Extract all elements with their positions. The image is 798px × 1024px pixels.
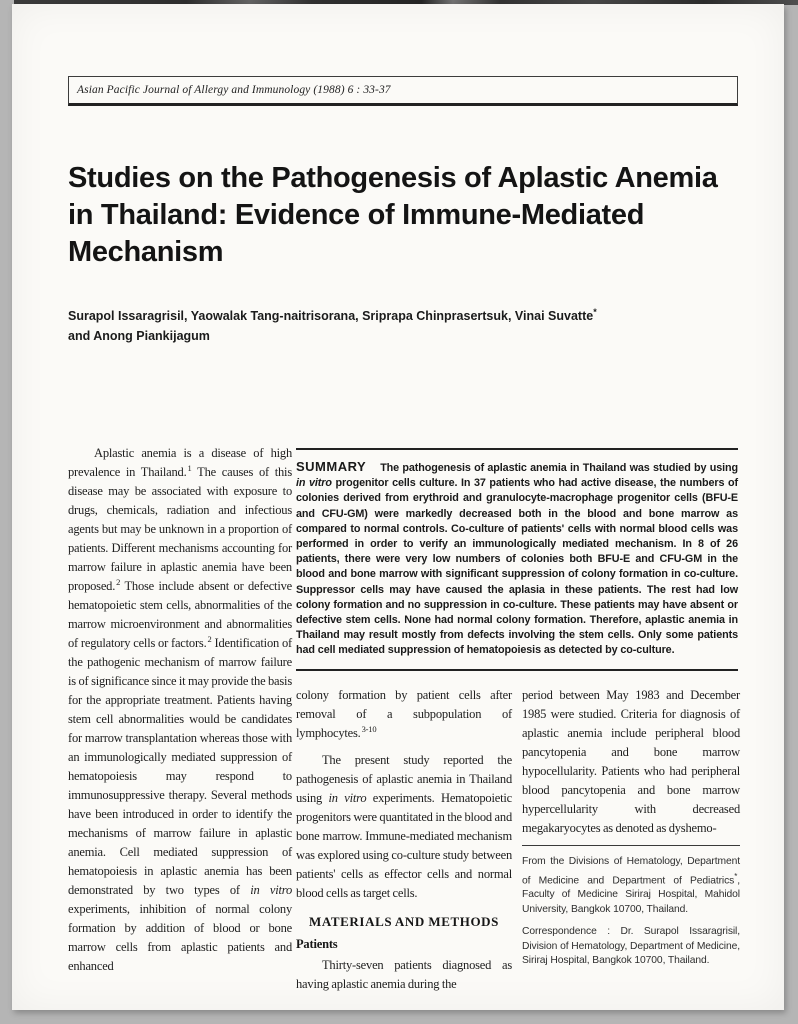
intro-italic-in-vitro: in vitro: [250, 883, 292, 897]
intro-text-1: Aplastic anemia is a disease of high prevalence in Thailand.: [68, 446, 292, 479]
journal-citation: Asian Pacific Journal of Allergy and Immunology (1988) 6 : 33-37: [77, 84, 391, 96]
article-title: Studies on the Pathogenesis of Aplastic Anemia in Thailand: Evidence of Immune-Mediated Mechanism: [68, 162, 718, 268]
footnote-divider: [522, 845, 740, 846]
middle-column: [296, 686, 512, 994]
citation-ref-3-10: 3-10: [361, 723, 377, 734]
authors-block: [68, 302, 732, 346]
section-heading-materials-and-methods: MATERIALS AND METHODS: [309, 914, 499, 929]
intro-text-3: Those include absent or defective hematopoietic stem cells, abnormalities of the marrow microenvironment and abnormalities of regulatory cells or factors.: [68, 579, 292, 650]
citation-ref-1: 1: [187, 462, 192, 473]
middle-paragraph-2: [296, 751, 512, 903]
intro-paragraph: [68, 444, 292, 976]
intro-text-4: Identification of the pathogenic mechanism of marrow failure is of significance since it may provide the basis for the appropriate treatment. Patients having stem cell abnormalities would be candidates for marrow transplantation whereas those with an immunologically mediated suppression of hematopoiesis may respond to immunosuppressive therapy. Several methods have been introduced in order to identify the mechanisms of marrow failure in aplastic anemia. Cell mediated suppression of hematopoiesis in aplastic anemia has been demonstrated by two types of: [68, 636, 292, 897]
subsection-heading-patients: Patients: [296, 937, 338, 951]
paper-page: [12, 4, 784, 1010]
author-affiliation-asterisk: *: [593, 307, 597, 317]
middle-text-2b: experiments. Hematopoietic progenitors were quantitated in the blood and bone marrow. Immune-mediated mechanism was explored using co-culture study between patients' cells as effector cells and normal blood cells as target cells.: [296, 791, 512, 900]
summary-text-2: progenitor cells culture. In 37 patients who had active disease, the numbers of colonies derived from erythroid and granulocyte-macrophage progenitor cells (BFU-E and CFU-GM) were markedly decreased both in the blood and bone marrow as compared to normal controls. Co-culture of patients' cells with normal blood cells was performed in order to verify an immunologically mediated mechanism. In 8 of 26 patients, there were very low numbers of colonies both BFU-E and CFU-GM in the blood and bone marrow with significant suppression of colony formation in co-culture. Suppressor cells may have caused the aplasia in these patients. The rest had low colony formation and no suppression in co-culture. These patients may have absent or defective stem cells. None had normal colony formation. Therefore, aplastic anemia in Thailand may result mostly from defects involving the stem cells. Only some patients had cell mediated suppression of hematopoiesis as detected by co-culture.: [296, 477, 739, 657]
middle-paragraph-continuation: [296, 686, 512, 743]
right-column: [522, 686, 740, 969]
intro-column: [68, 444, 292, 976]
middle-italic-in-vitro: in vitro: [328, 791, 367, 805]
middle-paragraph-3: Thirty-seven patients diagnosed as having aplastic anemia during the: [296, 958, 512, 991]
summary-label: SUMMARY: [296, 459, 367, 474]
journal-header-box: [68, 76, 738, 106]
footnote-asterisk: *: [734, 871, 738, 881]
middle-text-2a: The present study reported the pathogenesis of aplastic anemia in Thailand using: [296, 753, 512, 805]
citation-ref-2b: 2: [207, 633, 212, 644]
authors-line-1: Surapol Issaragrisil, Yaowalak Tang-naitrisorana, Sriprapa Chinprasertsuk, Vinai Suvatte: [68, 309, 594, 324]
summary-text-1: The pathogenesis of aplastic anemia in Thailand was studied by using: [380, 462, 738, 474]
summary-italic-in-vitro: in vitro: [296, 477, 332, 490]
footnote-correspondence: Correspondence : Dr. Surapol Issaragrisil, Division of Hematology, Department of Medicine, Siriraj Hospital, Bangkok 10700, Thailand.: [522, 926, 740, 967]
right-paragraph-1: period between May 1983 and December 1985 were studied. Criteria for diagnosis of aplastic anemia include peripheral blood pancytopenia and bone marrow hypocellularity. Patients who had peripheral blood pancytopenia and bone marrow hypercellularity with decreased megakaryocytes as denoted as dyshemo-: [522, 688, 740, 835]
citation-ref-2: 2: [116, 576, 121, 587]
middle-text-1: colony formation by patient cells after removal of a subpopulation of lymphocytes.: [296, 688, 512, 740]
footnote-affiliation: [522, 855, 740, 917]
footnote-affiliation-text-b: , Faculty of Medicine Siriraj Hospital, Mahidol University, Bangkok 10700, Thailand.: [522, 874, 740, 915]
summary-section: [296, 448, 738, 671]
intro-text-5: experiments, inhibition of normal colony formation by addition of blood or bone marrow cells from aplastic patients and enhanced: [68, 902, 292, 973]
footnote-affiliation-text-a: From the Divisions of Hematology, Department of Medicine and Department of Pediatrics: [522, 856, 740, 886]
authors-line-2: and Anong Piankijagum: [68, 329, 210, 344]
intro-text-2: The causes of this disease may be associated with exposure to drugs, chemicals, radiation and infectious agents but may be unknown in a proportion of patients. Different mechanisms accounting for marrow failure in aplastic anemia have been proposed.: [68, 465, 292, 593]
